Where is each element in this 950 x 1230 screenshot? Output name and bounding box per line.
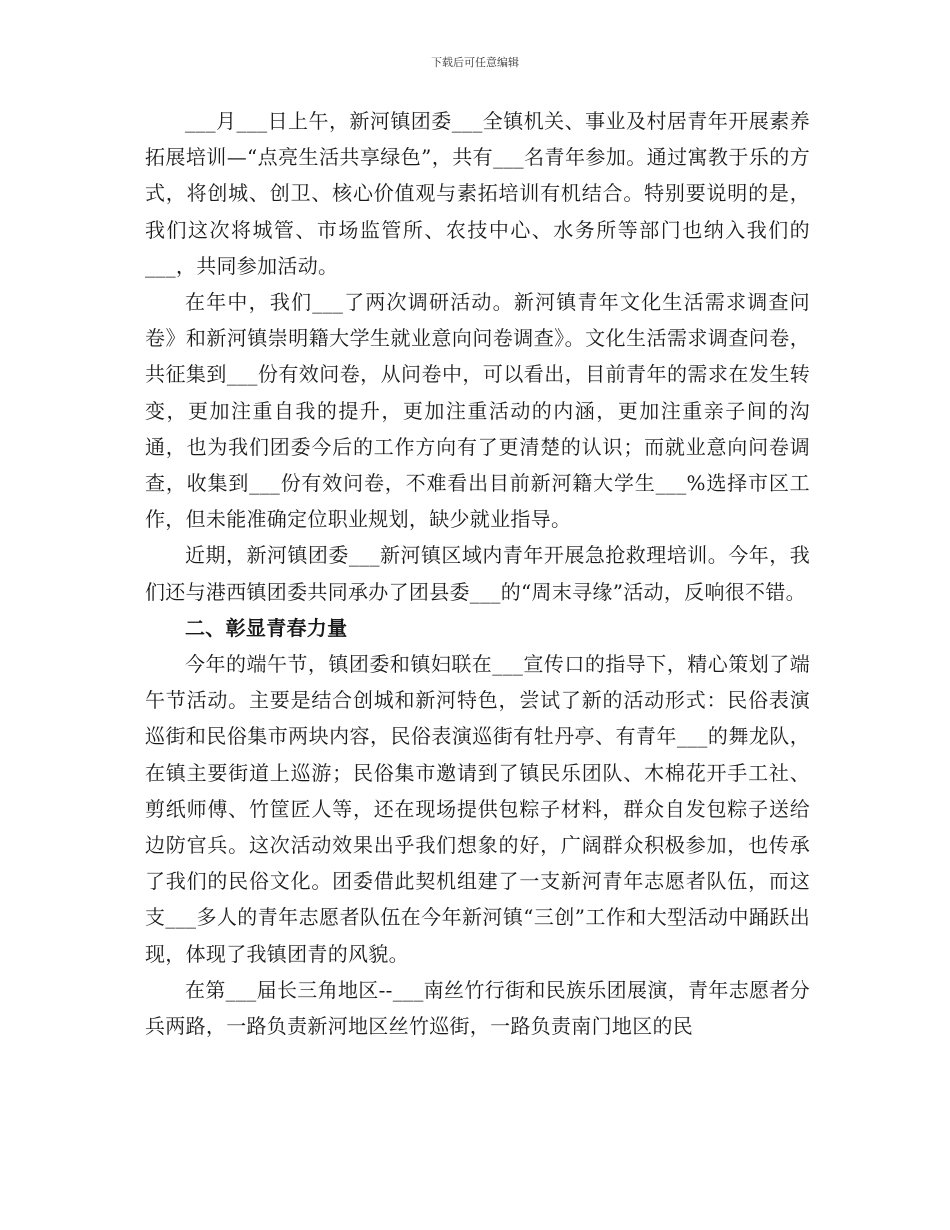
paragraph-survey: 在年中，我们___了两次调研活动。新河镇青年文化生活需求调查问卷》和新河镇崇明籍大学生就业意向问卷调查》。文化生活需求调查问卷，共征集到___份有效问卷，从问卷中，可以看出，目前青年的需求在发生转变，更加注重自我的提升，更加注重活动的内涵，更加注重亲子间的沟通，也为我们团委今后的工作方向有了更清楚的认识；而就业意向问卷调查，收集到___份有效问卷，不难看出目前新河籍大学生___%选择市区工作，但未能准确定位职业规划，缺少就业指导。	[145, 290, 810, 532]
document-body	[145, 103, 810, 1044]
paragraph-music-parade: 在第___届长三角地区--___南丝竹行街和民族乐团展演，青年志愿者分兵两路，一路负责新河地区丝竹巡街，一路负责南门地区的民	[145, 977, 810, 1039]
section-heading: 二、彰显青春力量	[185, 615, 348, 640]
paragraph-training: ___月___日上午，新河镇团委___全镇机关、事业及村居青年开展素养拓展培训—“点亮生活共享绿色”，共有___名青年参加。通过寓教于乐的方式，将创城、创卫、核心价值观与素拓培训有机结合。特别要说明的是，我们这次将城管、市场监管所、农技中心、水务所等部门也纳入我们的___，共同参加活动。	[145, 109, 810, 278]
page-header: 下载后可任意编辑	[431, 56, 519, 69]
paragraph-dragon-boat: 今年的端午节，镇团委和镇妇联在___宣传口的指导下，精心策划了端午节活动。主要是结合创城和新河特色，尝试了新的活动形式：民俗表演巡街和民俗集市两块内容，民俗表演巡街有牡丹亭、有青年___的舞龙队，在镇主要街道上巡游；民俗集市邀请到了镇民乐团队、木棉花开手工社、剪纸师傅、竹筐匠人等，还在现场提供包粽子材料，群众自发包粽子送给边防官兵。这次活动效果出乎我们想象的好，广阔群众积极参加，也传承了我们的民俗文化。团委借此契机组建了一支新河青年志愿者队伍，而这支___多人的青年志愿者队伍在今年新河镇“三创”工作和大型活动中踊跃出现，体现了我镇团青的风貌。	[145, 652, 810, 966]
paragraph-first-aid: 近期，新河镇团委___新河镇区域内青年开展急抢救理培训。今年，我们还与港西镇团委共同承办了团县委___的“周末寻缘”活动，反响很不错。	[145, 543, 810, 604]
